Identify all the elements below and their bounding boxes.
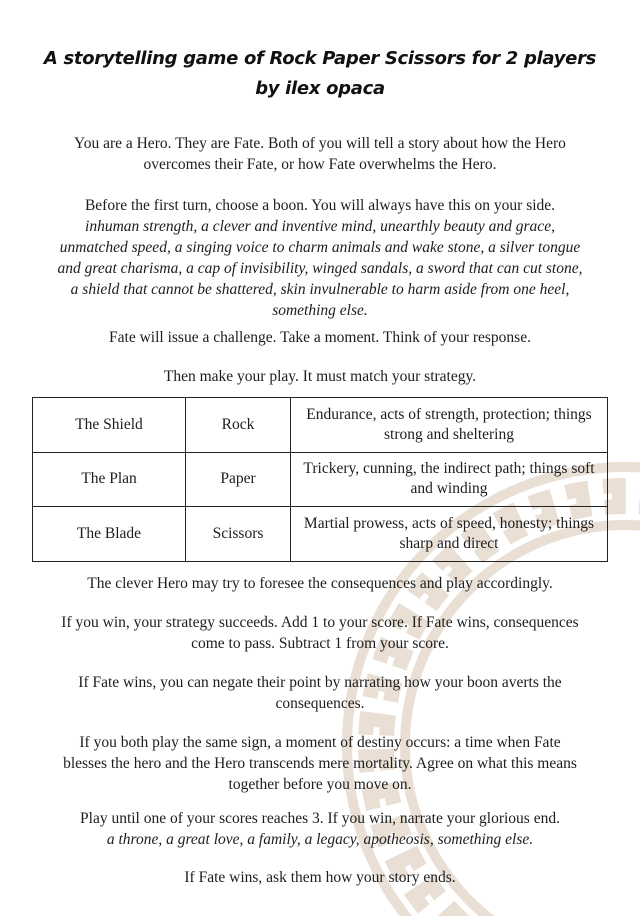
strategy-name: The Blade [33,507,186,562]
end-line: Play until one of your scores reaches 3. If you win, narrate your glorious end. [80,810,560,827]
description-line: strong and sheltering [383,425,514,443]
boon-paragraph [20,195,620,321]
boon-option-line: something else. [272,302,368,319]
table-row [33,507,608,562]
description-line: and winding [410,480,488,498]
fate-end-text [20,867,620,888]
foresee-text [20,573,620,594]
table-row [33,452,608,507]
negate-paragraph [20,672,620,714]
strategy-name: The Shield [33,398,186,453]
description-line: Trickery, cunning, the indirect path; things soft [303,460,595,478]
strategy-table [32,397,608,562]
intro-paragraph [20,133,620,175]
boon-option-line: inhuman strength, a clever and inventive mind, unearthly beauty and grace, [85,218,555,235]
play-line: Then make your play. It must match your strategy. [163,368,477,385]
strategy-description [291,398,608,453]
strategy-sign: Rock [186,398,291,453]
negate-line: consequences. [275,695,365,712]
destiny-line: together before you move on. [228,776,412,793]
byline: by ilex opaca [255,78,385,99]
destiny-line: If you both play the same sign, a moment of destiny occurs: a time when Fate [79,734,561,751]
description-line: sharp and direct [399,535,499,553]
challenge-text [20,327,620,348]
page-title [0,44,640,104]
table-row [33,398,608,453]
description-line: Endurance, acts of strength, protection; things [306,405,592,423]
boon-option-line: a shield that cannot be shattered, skin invulnerable to harm aside from one heel, [70,281,570,298]
intro-line: overcomes their Fate, or how Fate overwhelms the Hero. [143,156,497,173]
boon-instruction: Before the first turn, choose a boon. You will always have this on your side. [84,197,556,214]
win-line: If you win, your strategy succeeds. Add 1 to your score. If Fate wins, consequences [61,614,579,631]
strategy-sign: Paper [186,452,291,507]
fate-end-line: If Fate wins, ask them how your story ends. [184,869,456,886]
end-paragraph [20,808,620,850]
foresee-line: The clever Hero may try to foresee the consequences and play accordingly. [87,575,553,592]
strategy-name: The Plan [33,452,186,507]
intro-line: You are a Hero. They are Fate. Both of you will tell a story about how the Hero [74,135,566,152]
destiny-paragraph [20,732,620,795]
negate-line: If Fate wins, you can negate their point by narrating how your boon averts the [78,674,562,691]
boon-option-line: and great charisma, a cap of invisibility, winged sandals, a sword that can cut stone, [57,260,583,277]
boon-option-line: unmatched speed, a singing voice to charm animals and wake stone, a silver tongue [59,239,581,256]
description-line: Martial prowess, acts of speed, honesty; things [303,515,595,533]
win-line: come to pass. Subtract 1 from your score. [191,635,449,652]
play-text [20,366,620,387]
destiny-line: blesses the hero and the Hero transcends mere mortality. Agree on what this means [63,755,577,772]
end-options: a throne, a great love, a family, a legacy, apotheosis, something else. [106,831,534,848]
win-paragraph [20,612,620,654]
title-line: A storytelling game of Rock Paper Scissors for 2 players [43,48,597,69]
strategy-sign: Scissors [186,507,291,562]
strategy-description [291,452,608,507]
strategy-description [291,507,608,562]
challenge-line: Fate will issue a challenge. Take a moment. Think of your response. [109,329,531,346]
